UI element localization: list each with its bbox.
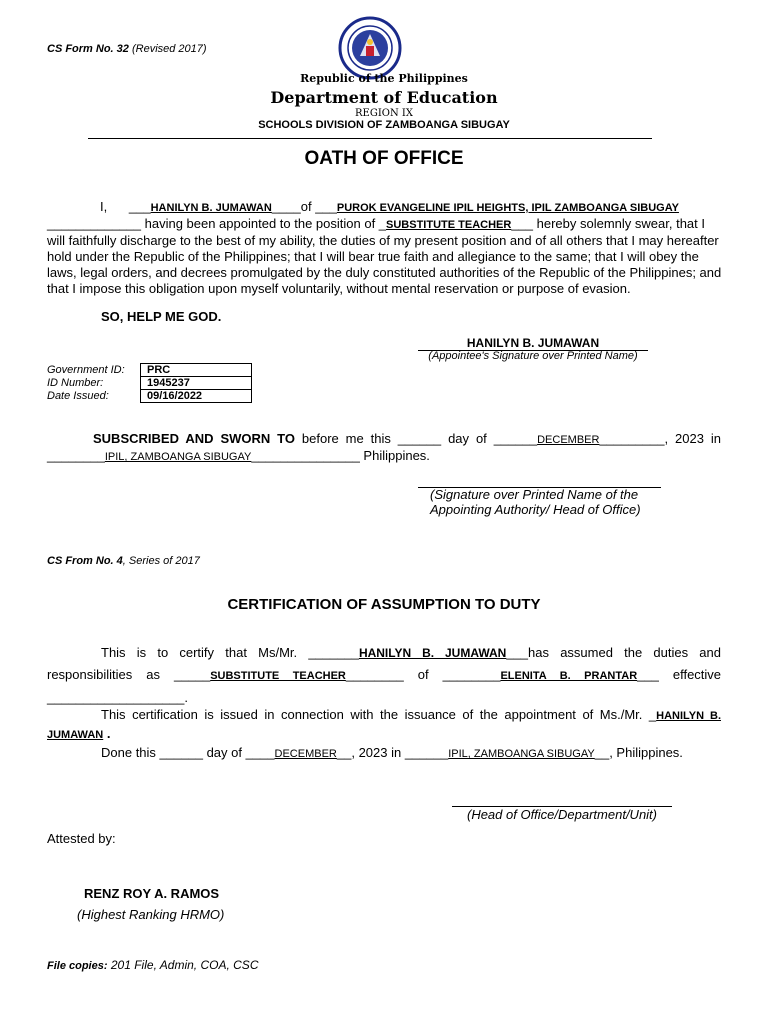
form-revised: (Revised 2017) — [131, 43, 207, 55]
appointee-name: HANILYN B. JUMAWAN — [150, 202, 272, 214]
date-issued-label: Date Issued: — [47, 390, 109, 402]
division-heading: SCHOOLS DIVISION OF ZAMBOANGA SIBUGAY — [258, 119, 510, 131]
date-issued-value: 09/16/2022 — [141, 390, 252, 403]
gov-id-value: PRC — [141, 364, 252, 377]
oath-line-1: I, ___HANILYN B. JUMAWAN____of ___PUROK EVANGELINE IPIL HEIGHTS, IPIL ZAMBOANGA SIBUGAY — [100, 199, 679, 214]
file-copies: File copies: 201 File, Admin, COA, CSC — [47, 958, 259, 972]
cert-line-3: ___________________. — [47, 690, 188, 705]
subscribed-place: IPIL, ZAMBOANGA SIBUGAY — [104, 451, 252, 463]
id-labels — [47, 364, 125, 403]
oath-line-5: that I impose this obligation upon myself voluntarily, without mental reservation or purpose of evasion. — [47, 281, 631, 296]
cert-school: ELENITA B. PRANTAR — [500, 670, 638, 682]
appointee-address: PUROK EVANGELINE IPIL HEIGHTS, IPIL ZAMBOANGA SIBUGAY — [336, 202, 679, 214]
subscribed-line-1: SUBSCRIBED AND SWORN TO before me this ______ day of ______DECEMBER_________, 2023 in — [93, 431, 721, 446]
cert-place: IPIL, ZAMBOANGA SIBUGAY — [448, 748, 595, 760]
appointee-position: SUBSTITUTE TEACHER — [386, 219, 512, 231]
form-number — [47, 43, 207, 55]
republic-heading: Republic of the Philippines — [300, 72, 468, 85]
cert-position: SUBSTITUTE TEACHER — [210, 670, 346, 682]
oath-title: OATH OF OFFICE — [304, 148, 464, 169]
oath-line-4: laws, legal orders, and decrees promulgated by the duly constituted authorities of the Republic of the Philippines; and — [47, 265, 722, 280]
form-number-label: CS Form No. 32 — [47, 43, 129, 55]
oath-line-1b: _____________ having been appointed to the position of _SUBSTITUTE TEACHER___ hereby solemnly swear, that I — [47, 216, 705, 231]
cert-name-part1: HANILYN B. — [656, 710, 721, 722]
cert-paragraph-1 — [47, 642, 721, 708]
id-table — [140, 363, 252, 403]
appointee-signature-name: HANILYN B. JUMAWAN — [466, 336, 600, 350]
so-help-me-god: SO, HELP ME GOD. — [101, 309, 222, 324]
cert-month: DECEMBER — [274, 748, 337, 760]
cert-line-5: JUMAWAN . — [47, 726, 111, 741]
subscribed-line-2: ________IPIL, ZAMBOANGA SIBUGAY_______________ Philippines. — [47, 448, 430, 463]
id-number-label: ID Number: — [47, 377, 104, 389]
deped-seal-icon — [338, 16, 402, 80]
oath-line-3: hold under the Republic of the Philippines; that I will bear true faith and allegiance to the same; that I will obey the — [47, 249, 699, 264]
id-number-value: 1945237 — [141, 377, 252, 390]
hrmo-title: (Highest Ranking HRMO) — [77, 907, 225, 922]
authority-signature-caption: (Signature over Printed Name of the Appointing Authority/ Head of Office) — [430, 487, 641, 517]
hrmo-name: RENZ ROY A. RAMOS — [84, 886, 220, 901]
oath-paragraph — [47, 199, 721, 297]
cert-name-part2: JUMAWAN — [47, 729, 104, 741]
department-heading: Department of Education — [270, 88, 498, 107]
cert-title: CERTIFICATION OF ASSUMPTION TO DUTY — [227, 596, 541, 613]
cert-done-line: Done this ______ day of ____DECEMBER__, 2023 in ______IPIL, ZAMBOANGA SIBUGAY__, Philippines. — [101, 745, 683, 760]
region-heading: REGION IX — [355, 108, 413, 119]
gov-id-label: Government ID: — [47, 364, 125, 376]
header-divider — [88, 138, 652, 139]
cert-name: HANILYN B. JUMAWAN — [358, 646, 507, 660]
oath-line-2: will faithfully discharge to the best of my ability, the duties of my present position and of all others that I may hereafter — [47, 233, 719, 248]
head-signature-caption: (Head of Office/Department/Unit) — [466, 807, 658, 822]
cert-line-1: This is to certify that Ms/Mr. _______HANILYN B. JUMAWAN___has assumed the duties and — [101, 645, 721, 660]
subscribed-paragraph — [47, 431, 721, 465]
cert-form-ref: CS From No. 4, Series of 2017 — [47, 555, 200, 567]
cert-paragraph-2 — [47, 706, 721, 744]
attested-by: Attested by: — [47, 831, 116, 846]
subscribed-month: DECEMBER — [537, 434, 600, 446]
cert-line-2: responsibilities as _____SUBSTITUTE TEACHER________ of ________ELENITA B. PRANTAR___ effective — [47, 667, 722, 682]
cert-line-4: This certification is issued in connection with the issuance of the appointment of Ms./Mr. _HANILYN B. — [101, 707, 721, 722]
appointee-signature-caption: (Appointee's Signature over Printed Name) — [428, 350, 638, 362]
